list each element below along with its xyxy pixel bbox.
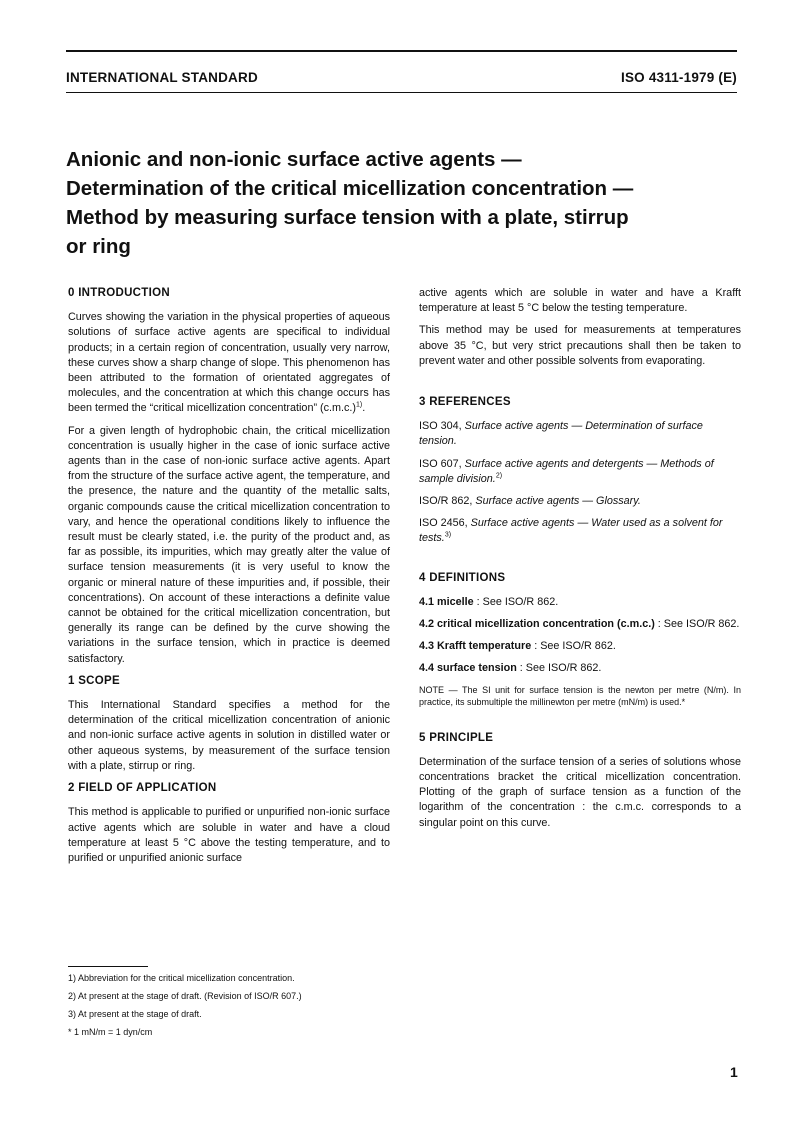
title-line: Anionic and non-ionic surface active agents — bbox=[66, 148, 522, 171]
section-heading-references: 3 REFERENCES bbox=[419, 396, 511, 409]
intro-paragraph-2: For a given length of hydrophobic chain, the critical micellization concentration is usually higher in the case of ionic surface active agents than in the case of non-ionic surface active agents. Apart from the structure of the surface active agent, the temperature, and the presence, the nature and the quantity of the metallic salts, organic compounds cause the critical micellization concentration to vary, and hence the operational conditions likely to influence the result must be clearly stated, i.e. the purity of the product and, as far as possible, its impurities, which may greatly alter the value of surface tension measurements (it is very useful to know the organic or mineral nature of these impurities and, if possible, their concentrations). On account of these interactions a definite value cannot be obtained for the critical micellization concentration, but generally its range can be defined by the curve showing the variations in the surface tension, which in practice is deemed satisfactory. bbox=[68, 424, 390, 665]
page-number: 1 bbox=[730, 1064, 738, 1080]
title-line: Determination of the critical micellization concentration — bbox=[66, 177, 634, 200]
left-column bbox=[68, 286, 390, 873]
footnote: 1) Abbreviation for the critical micellization concentration. bbox=[68, 973, 295, 983]
footnote: * 1 mN/m = 1 dyn/cm bbox=[68, 1027, 153, 1037]
intro-paragraph-1: Curves showing the variation in the physical properties of aqueous solutions of surface active agents are specifical to individual products; in a certain region of concentration, usually very narrow, these curves show a sharp change of slope. This phenomenon has been attributed to the formation of orientated aggregates of molecules, and the concentration at which this change occurs has been termed the “critical micellization concentration” $(c.m.c.)^{1)}$. bbox=[68, 311, 390, 415]
top-rule bbox=[66, 50, 737, 52]
footnote: 2) At present at the stage of draft. (Revision of ISO/R 607.) bbox=[68, 991, 302, 1001]
definition-item: 4.1 micelle : See ISO/R 862. bbox=[419, 595, 559, 608]
right-column bbox=[419, 286, 741, 838]
reference-item: ISO 607, Surface active agents and detergents — Methods of sample division.$^{2)}$ bbox=[419, 457, 714, 485]
definition-item: 4.2 critical micellization concentration (c.m.c.) : See ISO/R 862. bbox=[419, 618, 740, 631]
field-paragraph-continued: active agents which are soluble in water and have a Krafft temperature at least 5 °C below the testing temperature. bbox=[419, 287, 741, 315]
field-paragraph: This method is applicable to purified or unpurified non-ionic surface active agents which are soluble in water and have a cloud temperature at least 5 °C above the testing temperature, and to purified or unpurified anionic surface bbox=[68, 806, 390, 864]
definition-item: 4.3 Krafft temperature : See ISO/R 862. bbox=[419, 640, 616, 653]
reference-item: ISO 2456, Surface active agents — Water used as a solvent for tests.$^{3)}$ bbox=[419, 517, 723, 545]
footnotes bbox=[68, 972, 468, 1044]
field-paragraph-2: This method may be used for measurements at temperatures above 35 °C, but very strict precautions shall then be taken to prevent water and other possible solvents from evaporating. bbox=[419, 324, 741, 367]
section-heading-definitions: 4 DEFINITIONS bbox=[419, 571, 506, 584]
scope-paragraph: This International Standard specifies a method for the determination of the critical micellization concentration of anionic and non-ionic surface active agents in solution in distilled water or other aqueous systems, by measurement of the surface tension with a plate, stirrup or ring. bbox=[68, 699, 390, 772]
header-standard-label: INTERNATIONAL STANDARD bbox=[66, 70, 258, 85]
footnote: 3) At present at the stage of draft. bbox=[68, 1009, 202, 1019]
section-heading-introduction: 0 INTRODUCTION bbox=[68, 287, 170, 299]
principle-paragraph: Determination of the surface tension of a series of solutions whose concentrations bracket the critical micellization concentration. Plotting of the graph of surface tension as a function of the logarithm of the concentration : the c.m.c. corresponds to a singular point on this curve. bbox=[419, 755, 741, 829]
section-heading-principle: 5 PRINCIPLE bbox=[419, 731, 494, 744]
definition-item: 4.4 surface tension : See ISO/R 862. bbox=[419, 662, 602, 675]
section-heading-field-of-application: 2 FIELD OF APPLICATION bbox=[68, 782, 217, 795]
reference-item: ISO/R 862, Surface active agents — Glossary. bbox=[419, 495, 641, 508]
section-heading-scope: 1 SCOPE bbox=[68, 674, 120, 687]
reference-item: ISO 304, Surface active agents — Determination of surface tension. bbox=[419, 420, 703, 448]
header-standard-number: ISO 4311-1979 (E) bbox=[621, 70, 737, 85]
document-title bbox=[66, 145, 756, 261]
definitions-note: NOTE — The SI unit for surface tension is the newton per metre (N/m). In practice, its submultiple the millinewton per metre (mN/m) is used.* bbox=[419, 684, 741, 708]
title-line: or ring bbox=[66, 235, 131, 258]
header-rule bbox=[66, 92, 737, 93]
title-line: Method by measuring surface tension with a plate, stirrup bbox=[66, 206, 629, 229]
footnote-rule bbox=[68, 966, 148, 967]
